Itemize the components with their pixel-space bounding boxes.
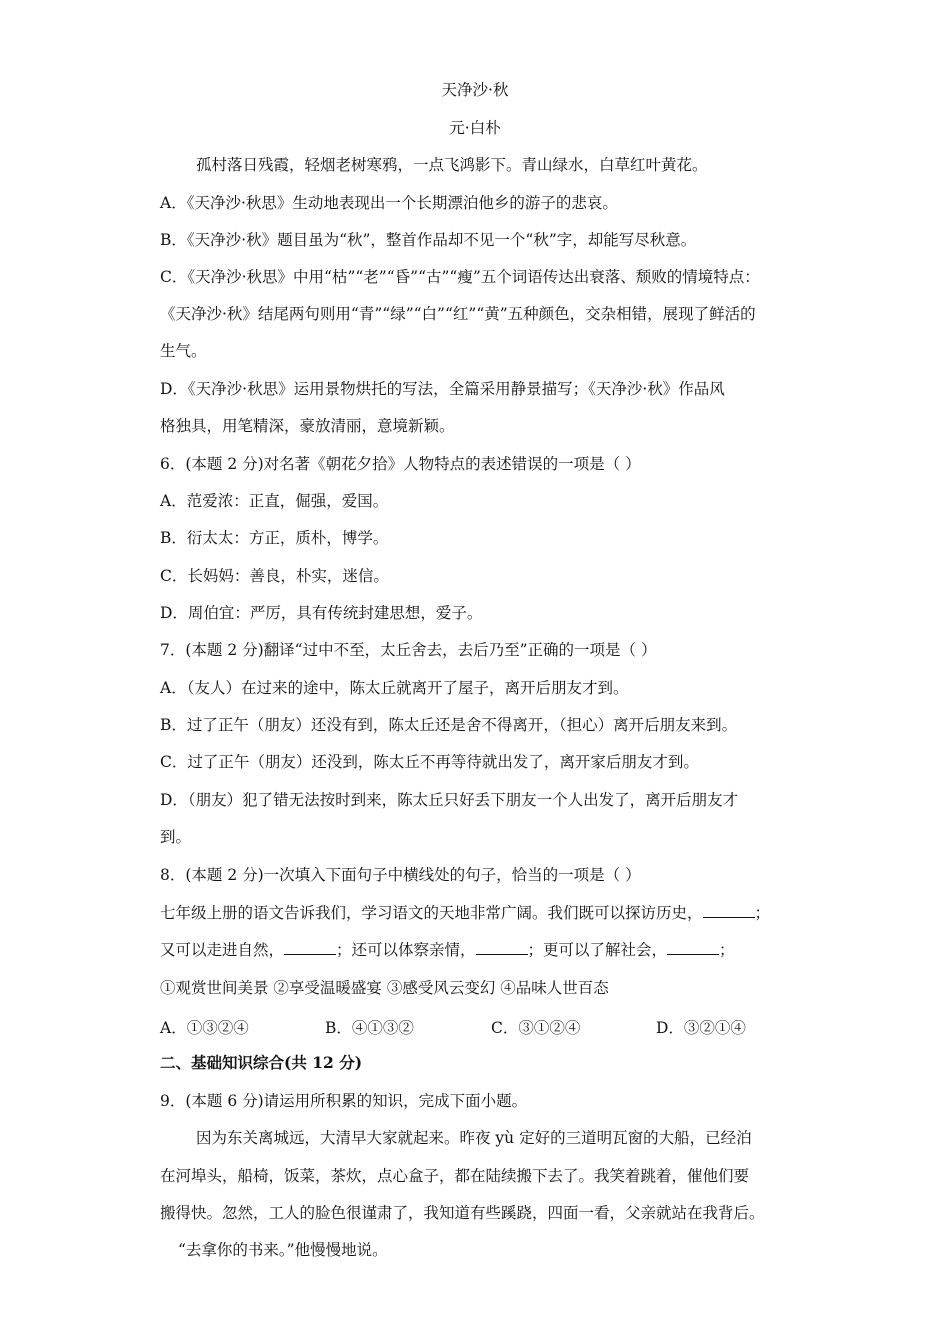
q5-option-d-cont: 格独具，用笔精深，豪放清丽，意境新颖。 <box>160 417 455 435</box>
q8-sentence-2 <box>160 940 735 960</box>
q7-option-c: C．过了正午（朋友）还没到，陈太丘不再等待就出发了，离开家后朋友才到。 <box>160 753 699 771</box>
q8-options <box>160 1016 800 1036</box>
q6-option-a: A．范爱浓：正直，倔强，爱国。 <box>160 492 389 510</box>
q9-para-line-3: 搬得快。忽然，工人的脸色很谨肃了，我知道有些蹊跷，四面一看，父亲就站在我背后。 <box>160 1204 765 1222</box>
q5-option-c: C．《天净沙·秋思》中用“枯”“老”“昏”“古”“瘦”五个词语传达出衰落、颓败的情境特点： <box>160 268 760 286</box>
q8-option-c: C．③①②④ <box>491 1019 581 1037</box>
q8-option-d: D．③②①④ <box>656 1019 746 1037</box>
q8-choices: ①观赏世间美景 ②享受温暖盛宴 ③感受风云变幻 ④品味人世百态 <box>160 979 609 997</box>
q5-option-b: B．《天净沙·秋》题目虽为“秋”，整首作品却不见一个“秋”字，却能写尽秋意。 <box>160 231 697 249</box>
q8-sentence-1 <box>160 903 770 923</box>
q5-option-a: A．《天净沙·秋思》生动地表现出一个长期漂泊他乡的游子的悲哀。 <box>160 194 618 212</box>
q9-stem: 9．(本题 6 分)请运用所积累的知识，完成下面小题。 <box>160 1092 528 1110</box>
blank-3[interactable] <box>476 940 528 955</box>
q6-stem: 6．(本题 2 分)对名著《朝花夕拾》人物特点的表述错误的一项是（ ） <box>160 455 641 473</box>
semicolon: ； <box>754 904 771 922</box>
q8-text-2a: 又可以走进自然， <box>160 941 285 959</box>
q5-option-c-cont2: 生气。 <box>160 342 207 360</box>
poem-author: 元·白朴 <box>449 119 501 137</box>
q7-option-a: A．（友人）在过来的途中，陈太丘就离开了屋子，离开后朋友才到。 <box>160 679 629 697</box>
blank-4[interactable] <box>667 940 719 955</box>
blank-2[interactable] <box>284 940 336 955</box>
q6-option-d: D．周伯宜：严厉，具有传统封建思想，爱子。 <box>160 604 483 622</box>
q8-option-b: B．④①③② <box>325 1019 414 1037</box>
poem-title: 天净沙·秋 <box>441 81 509 99</box>
q8-text-2b: ；还可以体察亲情， <box>336 941 476 959</box>
q7-option-d: D．（朋友）犯了错无法按时到来，陈太丘只好丢下朋友一个人出发了，离开后朋友才 <box>160 791 739 809</box>
section-heading: 二、基础知识综合(共 12 分) <box>160 1053 363 1072</box>
q7-option-b: B．过了正午（朋友）还没有到，陈太丘还是舍不得离开，（担心）离开后朋友来到。 <box>160 716 738 734</box>
q6-option-b: B．衍太太：方正，质朴，博学。 <box>160 529 389 547</box>
q9-para-line-2: 在河埠头，船椅，饭菜，茶炊，点心盒子，都在陆续搬下去了。我笑着跳着，催他们要 <box>160 1167 750 1185</box>
q9-para-line-1: 因为东关离城远，大清早大家就起来。昨夜 yù 定好的三道明瓦窗的大船，已经泊 <box>196 1129 752 1147</box>
q7-option-d-cont: 到。 <box>160 828 192 846</box>
q5-option-d: D．《天净沙·秋思》运用景物烘托的写法，全篇采用静景描写；《天净沙·秋》作品风 <box>160 380 725 398</box>
poem-text: 孤村落日残霞，轻烟老树寒鸦，一点飞鸿影下。青山绿水，白草红叶黄花。 <box>196 156 708 174</box>
q6-option-c: C．长妈妈：善良，朴实，迷信。 <box>160 567 389 585</box>
blank-1[interactable] <box>703 903 755 918</box>
q9-para-line-4: “去拿你的书来。”他慢慢地说。 <box>178 1241 388 1259</box>
q7-stem: 7．(本题 2 分)翻译“过中不至，太丘舍去，去后乃至”正确的一项是（ ） <box>160 641 657 659</box>
q5-option-c-cont: 《天净沙·秋》结尾两句则用“青”“绿”“白”“红”“黄”五种颜色，交杂相错，展现了鲜活的 <box>160 305 756 323</box>
q8-text-2c: ；更可以了解社会， <box>527 941 668 959</box>
semicolon: ； <box>719 941 735 959</box>
q8-stem: 8．(本题 2 分)一次填入下面句子中横线处的句子，恰当的一项是（ ） <box>160 866 641 884</box>
q8-option-a: A．①③②④ <box>160 1019 249 1037</box>
q8-text-1: 七年级上册的语文告诉我们，学习语文的天地非常广阔。我们既可以探访历史， <box>160 904 703 922</box>
